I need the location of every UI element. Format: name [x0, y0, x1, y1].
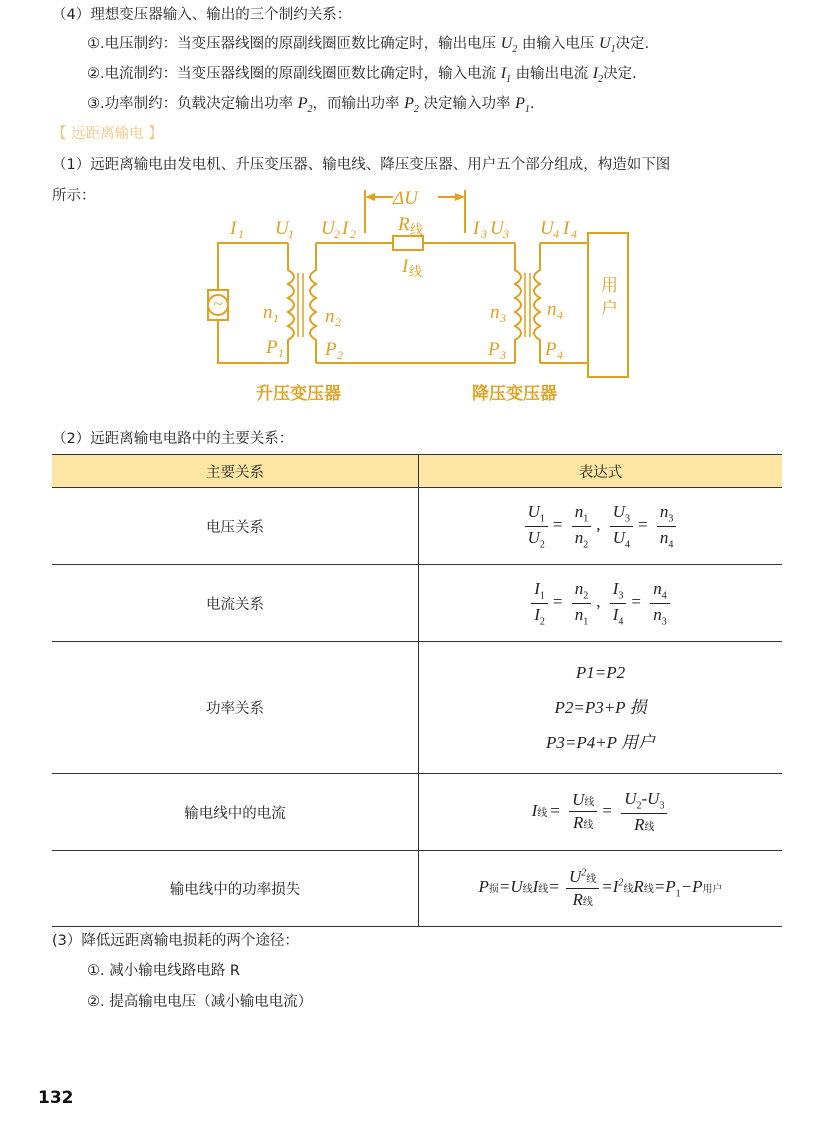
expr-line-current: I线 = $\frac{\text{U线}}{\text{R线}}$ = $\frac{U_2-U_3}{\text{R线}}$: [419, 774, 783, 851]
svg-text:2: 2: [335, 315, 341, 329]
label-u3: U: [490, 218, 504, 239]
coil-n2: [310, 243, 316, 363]
svg-text:3: 3: [481, 227, 487, 241]
svg-text:4: 4: [553, 227, 559, 241]
label-u2: U: [321, 218, 335, 239]
primary-top-wire: [218, 243, 288, 290]
intro-line-2: 所示：: [52, 188, 96, 204]
line-resistor: [393, 236, 423, 250]
expr-power-loss: P损=U线I线= $\frac{U^2线}{\text{R线}}$ $=I^2$线R线$=P_1-P$用户: [419, 851, 783, 927]
section2-title: （2）远距离输电电路中的主要关系：: [52, 431, 294, 447]
table-row: [52, 642, 782, 774]
label-r-line: R: [398, 214, 410, 235]
label-i4: I: [563, 218, 570, 239]
svg-text:线: 线: [410, 222, 424, 237]
header-relation: 主要关系: [52, 455, 419, 488]
row-label-power-loss: 输电线中的功率损失: [52, 851, 419, 927]
expr-current: $\frac{I_1}{I_2}$ = $\frac{n_2}{n_1}$ , $\frac{I_3}{I_4}$ = $\frac{n_4}{n_3}$: [419, 565, 783, 642]
generator-symbol: ~: [213, 296, 223, 313]
svg-text:3: 3: [500, 311, 506, 325]
label-i1: I: [230, 218, 237, 239]
user-char-1: 用: [601, 276, 618, 296]
svg-text:3: 3: [503, 227, 509, 241]
current-constraint: ②.电流制约：当变压器线圈的原副线圈匝数比确定时，输入电流 $I_1$ 由输出电流 $I_2$决定.: [87, 65, 637, 86]
delta-u-right-head: [455, 193, 465, 201]
label-n1: n: [263, 302, 273, 323]
svg-text:1: 1: [238, 227, 244, 241]
row-label-current: 电流关系: [52, 565, 419, 642]
power-line-3: P3=P4+P 用户: [545, 732, 656, 752]
transmission-diagram: [190, 185, 640, 407]
table-row: [52, 488, 782, 565]
section-heading: 【 远距离输电 】: [52, 126, 163, 142]
expr-power: [419, 642, 783, 774]
svg-text:2: 2: [334, 227, 340, 241]
section3-item-1: ①. 减小输电线路电路 R: [87, 963, 240, 979]
section3-item-2: ②. 提高输电电压（减小输电电流）: [87, 994, 313, 1010]
svg-text:线: 线: [409, 264, 423, 279]
svg-text:3: 3: [500, 348, 506, 362]
power-constraint: ③.功率制约：负载决定输出功率 $P_2$，而输出功率 $P_2$ 决定输入功率 $P_1$.: [87, 95, 535, 116]
header-expression: 表达式: [419, 455, 783, 488]
expr-voltage: $\frac{U_1}{U_2}$ = $\frac{n_1}{n_2}$ , $\frac{U_3}{U_4}$ = $\frac{n_3}{n_4}$: [419, 488, 783, 565]
coil-n3: [515, 243, 521, 363]
row-label-voltage: 电压关系: [52, 488, 419, 565]
coil-n4: [534, 243, 540, 363]
label-n2: n: [325, 306, 335, 327]
svg-text:4: 4: [557, 348, 563, 362]
delta-u-left-head: [365, 193, 375, 201]
page-number: 132: [38, 1088, 74, 1108]
power-line-1: P1=P2: [575, 662, 626, 682]
svg-text:1: 1: [288, 227, 294, 241]
step-up-label: 升压变压器: [256, 384, 341, 404]
svg-text:2: 2: [350, 227, 356, 241]
label-p2: P: [325, 339, 337, 360]
svg-text:1: 1: [278, 346, 284, 360]
row-label-power: 功率关系: [52, 642, 419, 774]
label-u4: U: [540, 218, 554, 239]
coil-n1: [288, 243, 294, 363]
svg-text:4: 4: [571, 227, 577, 241]
section4-title: （4）理想变压器输入、输出的三个制约关系：: [52, 7, 352, 23]
label-i3: I: [473, 218, 480, 239]
label-n3: n: [490, 302, 500, 323]
section3-title: (3）降低远距离输电损耗的两个途径：: [52, 933, 299, 949]
label-i-line: I: [402, 256, 409, 277]
label-u1: U: [275, 218, 289, 239]
label-p4: P: [545, 339, 557, 360]
label-p1: P: [266, 337, 278, 358]
voltage-constraint: ①.电压制约：当变压器线圈的原副线圈匝数比确定时，输出电压 $U_2$ 由输入电压 $U_1$决定.: [87, 35, 650, 56]
svg-text:1: 1: [273, 311, 279, 325]
svg-text:4: 4: [557, 308, 563, 322]
user-char-2: 户: [601, 299, 618, 319]
svg-text:2: 2: [337, 348, 343, 362]
relations-table: [52, 454, 782, 927]
power-line-2: P2=P3+P 损: [554, 697, 647, 717]
table-row: [52, 774, 782, 851]
intro-line-1: （1）远距离输电由发电机、升压变压器、输电线、降压变压器、用户五个部分组成，构造如下图: [52, 157, 671, 173]
table-row: [52, 565, 782, 642]
label-n4: n: [547, 299, 557, 320]
row-label-line-current: 输电线中的电流: [52, 774, 419, 851]
label-i2: I: [342, 218, 349, 239]
step-down-label: 降压变压器: [472, 384, 557, 404]
delta-u-label: ΔU: [393, 188, 418, 209]
table-row: [52, 851, 782, 927]
label-p3: P: [488, 339, 500, 360]
